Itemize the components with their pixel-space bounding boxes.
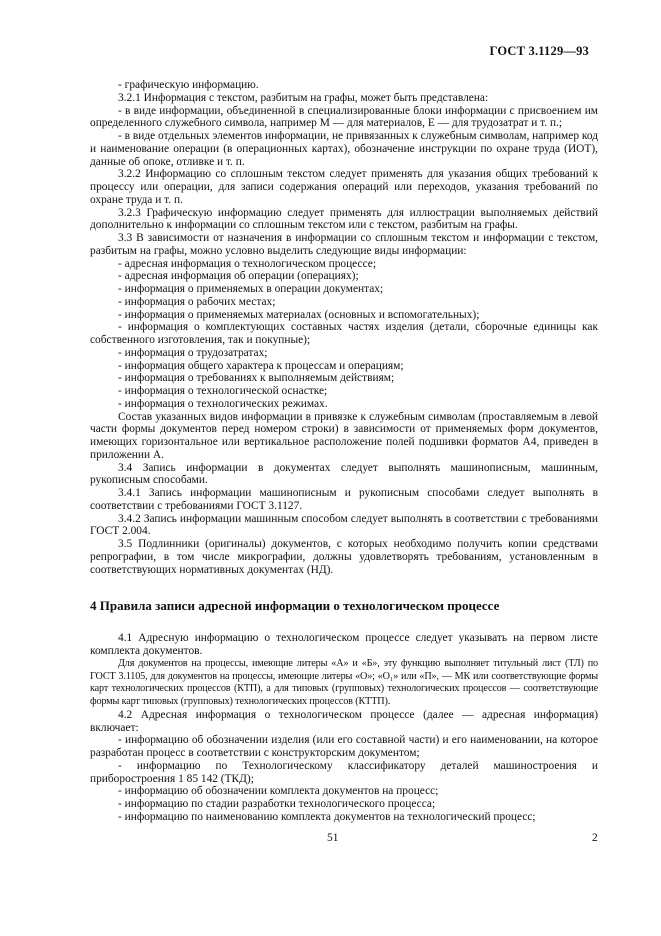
list-item: - информацию по Технологическому классификатору деталей машиностроения и приборостроения 1 85 142 (ТКД); <box>90 759 598 785</box>
list-item: - информацию по стадии разработки технологического процесса; <box>118 798 436 810</box>
list-item: - адресная информация о технологическом процессе; <box>118 257 376 270</box>
list-item: - информацию об обозначении комплекта документов на процесс; <box>118 785 439 798</box>
list-item: - информация о комплектующих составных частях изделия (детали, сборочные единицы как собственного изготовления, так и покупные); <box>90 321 598 346</box>
paragraph: 3.3 В зависимости от назначения в информации со сплошным текстом и информации с текстом, разбитым на графы, можно условно выделить следующие виды информации: <box>90 232 598 257</box>
paragraph: 3.2.2 Информацию со сплошным текстом следует применять для указания общих требований к процессу или операции, для записи содержания операций или переходов, указания требований по охране труда и т. п. <box>90 168 598 206</box>
list-item: - информацию об обозначении изделия (или его составной части) и его наименовании, на которое разработан процесс в соответствии с конструкторским документом; <box>90 734 598 759</box>
paragraph: - графическую информацию. <box>118 79 259 91</box>
list-item: - информация о технологической оснастке; <box>118 385 328 397</box>
paragraph: 3.2.1 Информация с текстом, разбитым на графы, может быть представлена: <box>118 91 489 104</box>
section-heading: 4 Правила записи адресной информации о технологическом процессе <box>90 598 500 614</box>
list-item: - информация общего характера к процессам и операциям; <box>118 359 404 372</box>
list-item: - информация о рабочих местах; <box>118 295 276 308</box>
paragraph: - в виде отдельных элементов информации, не привязанных к служебным символам, например код и наименование операции (в операционных картах), обозначение инструкции по охране труда (ИОТ), данные об опоке, отливке и т. п. <box>90 130 598 168</box>
paragraph: Состав указанных видов информации в привязке к служебным символам (проставляемым в левой части формы документов перед номером строки) в зависимости от применяемых форм документов, имеющих горизонтальное или вертикальное расположение полей подшивки форматов А4, приведен в приложении А. <box>90 410 598 461</box>
list-item: - адресная информация об операции (операциях); <box>118 270 359 283</box>
page-number: 51 <box>327 832 339 844</box>
sheet-number: 2 <box>592 832 598 844</box>
list-item: - информация о технологических режимах. <box>118 397 328 410</box>
list-item: - информация о применяемых в операции документах; <box>118 283 384 295</box>
paragraph: 3.5 Подлинники (оригиналы) документов, с которых необходимо получить копии средствами репрографии, в том числе микрографии, должны удовлетворять требованиям, установленным в соответствующих нормативных документах (НД). <box>90 538 598 576</box>
paragraph: 3.4 Запись информации в документах следует выполнять машинописным, машинным, рукописным способами. <box>90 461 598 487</box>
paragraph: 4.2 Адресная информация о технологическом процессе (далее — адресная информация) включает: <box>90 708 598 734</box>
document-body <box>90 79 598 824</box>
list-item: - информацию по наименованию комплекта документов на технологический процесс; <box>118 810 536 823</box>
document-code: ГОСТ 3.1129—93 <box>489 44 589 58</box>
list-item: - информация о трудозатратах; <box>118 346 268 359</box>
list-item: - информация о применяемых материалах (основных и вспомогательных); <box>118 308 480 321</box>
list-item: - информация о требованиях к выполняемым действиям; <box>118 372 395 385</box>
paragraph: 3.2.3 Графическую информацию следует применять для иллюстрации выполняемых действий дополнительно к информации со сплошным текстом или с текстом, разбитым на графы. <box>90 206 598 232</box>
paragraph: 3.4.1 Запись информации машинописным и рукописным способами следует выполнять в соответствии с требованиями ГОСТ 3.1127. <box>90 487 598 512</box>
paragraph: 3.4.2 Запись информации машинным способом следует выполнять в соответствии с требованиями ГОСТ 2.004. <box>90 512 598 538</box>
paragraph: - в виде информации, объединенной в специализированные блоки информации с присвоением им определенного служебного символа, например М — для материалов, Е — для трудозатрат и т. п.; <box>90 104 598 130</box>
paragraph: 4.1 Адресную информацию о технологическом процессе следует указывать на первом листе комплекта документов. <box>90 632 598 657</box>
paragraph-small: Для документов на процессы, имеющие литеры «А» и «Б», эту функцию выполняет титульный лист (ТЛ) по ГОСТ 3.1105, для документов на процессы, имеющие литеры «О»; «О₁» или «П», — МК или соответствующие формы карт технологических процессов (КТП), а для типовых (групповых) технологических процессов — соответствующие формы карт типовых (групповых) технологических процессов (КТТП). <box>90 657 598 707</box>
